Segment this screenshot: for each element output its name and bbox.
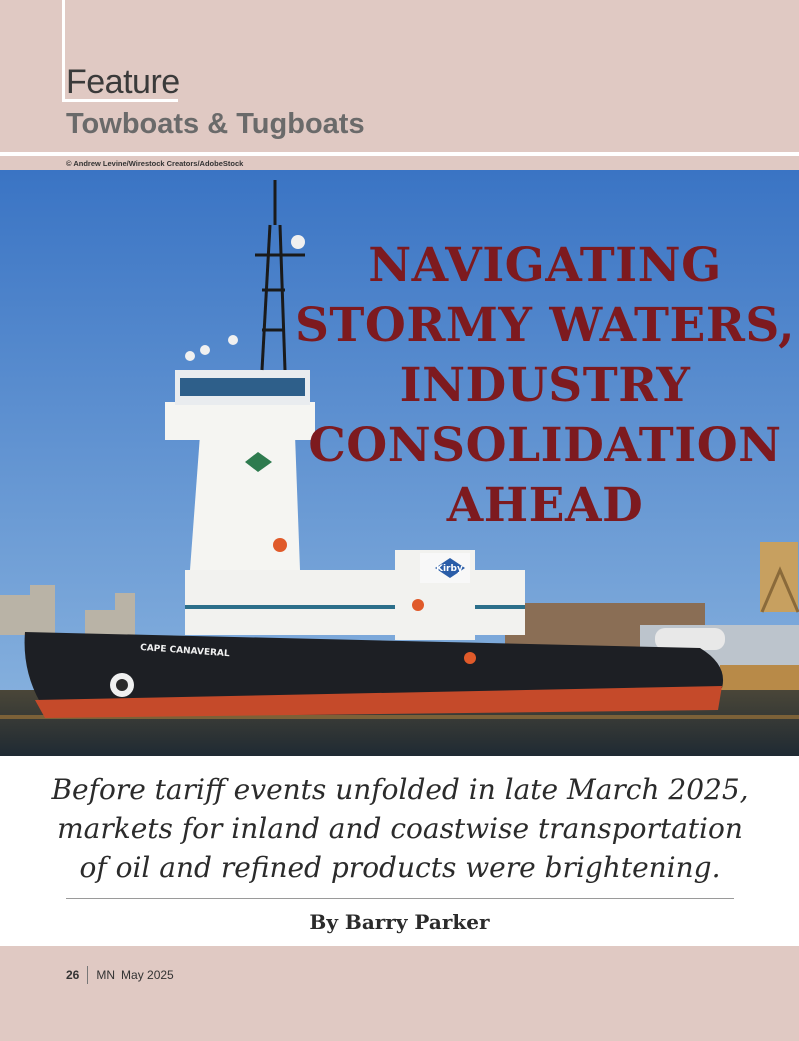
section-title: Towboats & Tugboats xyxy=(66,108,365,140)
deck-line: of oil and refined products were brightening. xyxy=(79,851,721,884)
photo-credit: © Andrew Levine/Wirestock Creators/AdobeStock xyxy=(66,159,244,168)
footer-separator xyxy=(87,966,88,984)
headline-line: STORMY WATERS, xyxy=(294,298,796,353)
page-number: 26 xyxy=(66,968,80,982)
vessel-name-label: CAPE CANAVERAL xyxy=(139,643,230,660)
issue-date: May 2025 xyxy=(121,968,174,982)
header-bottom-rule xyxy=(0,152,799,156)
deck-line: Before tariff events unfolded in late March 2025, xyxy=(51,773,749,806)
deck-text xyxy=(40,770,760,887)
kirby-logo: Kirby xyxy=(436,564,463,574)
deck-line: markets for inland and coastwise transportation xyxy=(57,812,743,845)
headline-line: INDUSTRY xyxy=(399,358,691,413)
headline-line: NAVIGATING xyxy=(368,238,722,293)
deck-divider xyxy=(66,898,734,899)
feature-kicker: Feature xyxy=(66,63,180,101)
headline-line: AHEAD xyxy=(446,478,644,533)
headline-line: CONSOLIDATION xyxy=(308,418,782,473)
headline xyxy=(290,236,799,536)
header-vertical-rule xyxy=(62,0,65,100)
byline: By Barry Parker xyxy=(309,910,490,934)
magazine-name: MN xyxy=(96,968,116,982)
page-footer xyxy=(66,966,174,984)
